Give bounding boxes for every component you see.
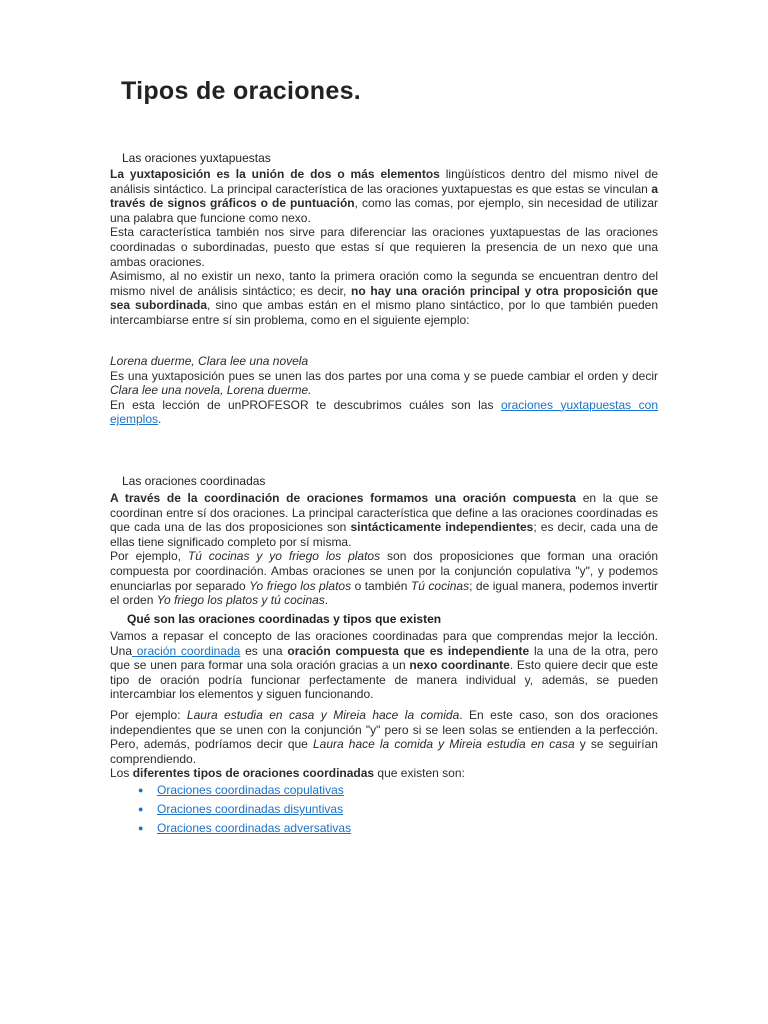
text: ; es decir, cada una de ellas tiene significado completo por sí misma.	[110, 520, 658, 549]
bold-text: no hay una oración principal y otra proposición que sea subordinada	[110, 283, 659, 313]
paragraph	[110, 629, 658, 702]
paragraph	[110, 766, 658, 781]
list-item	[138, 820, 351, 839]
section-heading-que-son: Qué son las oraciones coordinadas y tipos que existen	[127, 612, 442, 626]
text: . En este caso, son dos oraciones independientes que se unen con la conjunción "y" pero si se leen solas se entienden a la perfección. Pero, además, podríamos decir que	[110, 707, 658, 752]
italic-text: Tú cocinas y yo friego los platos	[187, 549, 381, 564]
italic-text: Tú cocinas	[410, 578, 470, 593]
link-oraciones-yuxtapuestas[interactable]: oraciones yuxtapuestas con ejemplos	[110, 397, 658, 427]
text: . Esto quiere decir que este tipo de oración podría funcionar perfectamente de manera individual y, además, se pueden intercambiar los elementos y siguen funcionando.	[110, 658, 658, 702]
list-item	[138, 801, 351, 820]
text: Vamos a repasar el concepto de las oraciones coordinadas para que comprendas mejor la lección. Una	[110, 629, 658, 658]
italic-text: Clara lee una novela, Lorena duerme.	[110, 383, 312, 398]
text: que existen son:	[374, 766, 465, 781]
text: Asimismo, al no existir un nexo, tanto la primera oración como la segunda se encuentran dentro del mismo nivel de análisis sintáctico; es decir,	[110, 269, 658, 298]
text: ; de igual manera, podemos invertir el orden	[110, 578, 658, 608]
paragraph	[110, 491, 658, 549]
italic-text: Lorena duerme, Clara lee una novela	[110, 354, 309, 368]
bold-text: nexo coordinante	[409, 658, 510, 673]
text: son dos proposiciones que forman una oración compuesta por coordinación. Ambas oraciones se unen por la conjunción copulativa "y", y podemos enunciarlas por separado	[110, 549, 659, 593]
italic-text: Laura estudia en casa y Mireia hace la comida	[186, 707, 460, 722]
text: Por ejemplo:	[110, 707, 187, 722]
bold-text: La yuxtaposición es la unión de dos o más elementos	[110, 167, 440, 181]
bold-text: a través de signos gráficos o de puntuación	[110, 181, 658, 211]
text: o también	[351, 578, 411, 593]
text: Por ejemplo,	[110, 549, 188, 564]
section-body-coordinadas	[110, 491, 658, 608]
bold-text: oración compuesta que es independiente	[287, 643, 530, 658]
bullet-icon: ●	[138, 804, 144, 814]
page-title: Tipos de oraciones.	[121, 77, 362, 105]
link-disyuntivas[interactable]: Oraciones coordinadas disyuntivas	[157, 802, 344, 816]
text: , sino que ambas están en el mismo plano sintáctico, por lo que también pueden intercambiarse entre sí sin problema, como en el siguiente ejemplo:	[110, 298, 658, 327]
link-adversativas[interactable]: Oraciones coordinadas adversativas	[157, 821, 352, 835]
bullet-icon: ●	[138, 785, 144, 795]
text: Es una yuxtaposición pues se unen las dos partes por una coma y se puede cambiar el orden y decir	[110, 368, 658, 383]
example-block	[110, 354, 658, 427]
text: la una de la otra, pero que se unen para formar una sola oración gracias a un	[110, 643, 658, 673]
section-heading-yuxtapuestas: Las oraciones yuxtapuestas	[122, 151, 271, 165]
italic-text: Yo friego los platos	[249, 578, 352, 593]
link-oracion-coordinada[interactable]: oración coordinada	[132, 643, 241, 658]
bold-text: A través de la coordinación de oraciones formamos una oración compuesta	[110, 491, 577, 505]
text: Los	[110, 766, 133, 781]
example-sentence	[110, 354, 658, 369]
section-heading-coordinadas: Las oraciones coordinadas	[122, 474, 266, 488]
italic-text: Laura hace la comida y Mireia estudia en casa	[312, 737, 575, 752]
paragraph	[110, 398, 658, 427]
paragraph	[110, 269, 658, 327]
bold-text: diferentes tipos de oraciones coordinadas	[132, 766, 375, 781]
text: En esta lección de unPROFESOR te descubrimos cuáles son las	[110, 397, 501, 412]
link-copulativas[interactable]: Oraciones coordinadas copulativas	[157, 783, 344, 797]
section-body-yuxtapuestas	[110, 167, 658, 328]
paragraph	[110, 369, 658, 398]
paragraph: Esta característica también nos sirve para diferenciar las oraciones yuxtapuestas de las oraciones coordinadas o subordinadas, puesto que estas sí que requieren la presencia de un nexo que una ambas oraciones.	[110, 225, 658, 269]
coordinadas-type-list	[138, 782, 351, 839]
section-body-que-son	[110, 629, 658, 781]
italic-text: Yo friego los platos y tú cocinas	[156, 593, 325, 608]
bold-text: sintácticamente independientes	[350, 520, 534, 535]
text: , como las comas, por ejemplo, sin necesidad de utilizar una palabra que funcione como nexo.	[110, 196, 658, 225]
text: lingüísticos dentro del mismo nivel de análisis sintáctico. La principal característica de las oraciones yuxtapuestas es que estas se vinculan	[110, 167, 659, 196]
paragraph	[110, 549, 658, 607]
paragraph	[110, 167, 658, 225]
text: es una	[240, 643, 288, 658]
text: en la que se coordinan entre sí dos oraciones. La principal característica que define a las oraciones coordinadas es que cada una de las dos proposiciones son	[110, 491, 658, 535]
list-item	[138, 782, 351, 801]
bullet-icon: ●	[138, 823, 144, 833]
text: .	[324, 593, 329, 608]
text: y se seguirían comprendiendo.	[110, 737, 658, 766]
paragraph	[110, 708, 658, 766]
text: .	[158, 412, 162, 427]
